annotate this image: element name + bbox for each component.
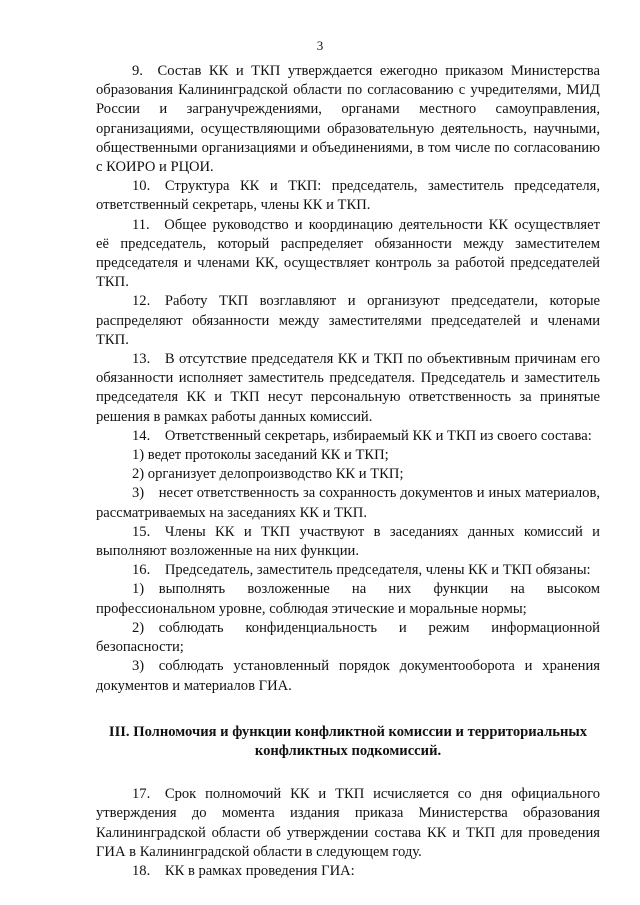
paragraph-12: 12. Работу ТКП возглавляют и организуют председатели, которые распределяют обязанности между заместителями председателей и членами ТКП. [96, 293, 600, 348]
paragraph-14: 14. Ответственный секретарь, избираемый КК и ТКП из своего состава: [132, 427, 592, 444]
paragraph-13: 13. В отсутствие председателя КК и ТКП по объективным причинам его обязанности исполняет заместитель председателя. Председатель и заместитель председателя КК и ТКП несут персональную ответственность за принятые решения в рамках работы данных комиссий. [96, 351, 600, 425]
paragraph-11: 11. Общее руководство и координацию деятельности КК осуществляет её председатель, который распределяет обязанности между заместителем председателя и членами КК, осуществляет контроль за работой председателей ТКП. [96, 216, 600, 291]
paragraph-14-item-2: 2) организует делопроизводство КК и ТКП; [132, 466, 404, 483]
paragraph-15: 15. Члены КК и ТКП участвуют в заседаниях данных комиссий и выполняют возложенные на них функции. [96, 523, 600, 560]
page-number: 3 [316, 38, 324, 53]
paragraph-18: 18. КК в рамках проведения ГИА: [132, 862, 355, 879]
paragraph-14-item-3: 3) несет ответственность за сохранность документов и иных материалов, рассматриваемых на заседаниях КК и ТКП. [96, 485, 600, 521]
paragraph-16: 16. Председатель, заместитель председателя, члены КК и ТКП обязаны: [132, 562, 591, 579]
paragraph-9: 9. Состав КК и ТКП утверждается ежегодно приказом Министерства образования Калининградской области по согласованию с учредителями, МИД России и загранучреждениями, органами местного самоуправления, организациями, осуществляющими образовательную деятельность, научными, общественными организациями и объединениями, в том числе по согласованию с КОИРО и РЦОИ. [96, 63, 600, 176]
section-heading-line-1: III. Полномочия и функции конфликтной комиссии и территориальных [108, 723, 588, 740]
paragraph-16-item-1: 1) выполнять возложенные на них функции на высоком профессиональном уровне, соблюдая этические и моральные нормы; [96, 581, 600, 617]
section-heading-line-2: конфликтных подкомиссий. [254, 742, 442, 759]
paragraph-14-item-1: 1) ведет протоколы заседаний КК и ТКП; [132, 447, 389, 464]
document-body [96, 62, 600, 881]
paragraph-10: 10. Структура КК и ТКП: председатель, заместитель председателя, ответственный секретарь, члены КК и ТКП. [96, 178, 600, 214]
section-heading-iii [96, 723, 600, 761]
paragraph-16-item-3: 3) соблюдать установленный порядок документооборота и хранения документов и материалов ГИА. [96, 658, 600, 694]
paragraph-17: 17. Срок полномочий КК и ТКП исчисляется со дня официального утверждения до момента издания приказа Министерства образования Калининградской области об утверждении состава КК и ТКП для проведения ГИА в Калининградской области в следующем году. [96, 786, 600, 860]
paragraph-16-item-2: 2) соблюдать конфиденциальность и режим информационной безопасности; [96, 619, 600, 656]
